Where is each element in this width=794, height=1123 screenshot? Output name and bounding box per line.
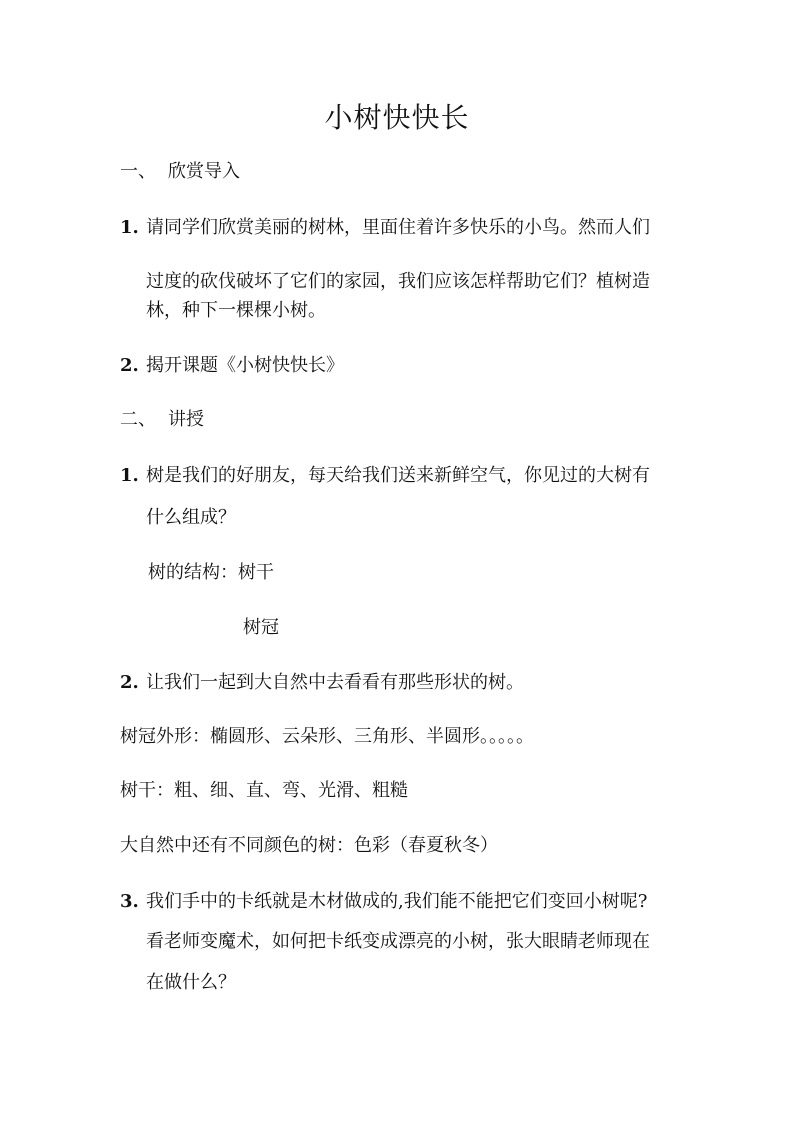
section-number: 一、 xyxy=(120,161,156,182)
list-item-3-line-2: 什么组成？ xyxy=(146,507,236,528)
list-number: 2. xyxy=(120,672,139,693)
paragraph-text: 请同学们欣赏美丽的树林，里面住着许多快乐的小鸟。然而人们 xyxy=(146,217,650,238)
list-number: 3. xyxy=(120,891,139,912)
color-line: 大自然中还有不同颜色的树：色彩（春夏秋冬） xyxy=(120,835,498,856)
section-label: 讲授 xyxy=(168,409,204,430)
list-item-5-line-2: 看老师变魔术，如何把卡纸变成漂亮的小树，张大眼睛老师现在 xyxy=(146,931,650,952)
crown-shape-line: 树冠外形：椭圆形、云朵形、三角形、半圆形。。。。。 xyxy=(120,726,534,747)
section-label: 欣赏导入 xyxy=(168,161,240,182)
list-item-5-line-3: 在做什么？ xyxy=(146,972,236,993)
list-item-5-line-1 xyxy=(120,888,690,916)
paragraph-text: 我们手中的卡纸就是木材做成的,我们能不能把它们变回小树呢? xyxy=(146,891,648,912)
paragraph-text: 树是我们的好朋友，每天给我们送来新鲜空气，你见过的大树有 xyxy=(146,465,650,486)
list-number: 1. xyxy=(120,465,139,486)
page-title: 小树快快长 xyxy=(324,101,470,134)
list-item-1-line-2: 过度的砍伐破坏了它们的家园，我们应该怎样帮助它们？植树造 xyxy=(146,271,650,292)
tree-structure-line: 树的结构：树干 xyxy=(148,562,274,583)
list-item-3-line-1 xyxy=(120,462,690,490)
list-item-1-line-3: 林，种下一棵棵小树。 xyxy=(146,300,326,321)
list-item-4 xyxy=(120,669,690,697)
list-number: 1. xyxy=(120,217,139,238)
list-number: 2. xyxy=(120,355,139,376)
section-heading-1 xyxy=(120,158,690,186)
trunk-line: 树干：粗、细、直、弯、光滑、粗糙 xyxy=(120,780,408,801)
list-item-1-line-1 xyxy=(120,214,690,242)
paragraph-text: 让我们一起到大自然中去看看有那些形状的树。 xyxy=(146,672,524,693)
section-number: 二、 xyxy=(120,409,156,430)
tree-structure-crown: 树冠 xyxy=(243,617,279,638)
paragraph-text: 揭开课题《小树快快长》 xyxy=(146,355,344,376)
section-heading-2 xyxy=(120,406,690,434)
list-item-2 xyxy=(120,352,690,380)
